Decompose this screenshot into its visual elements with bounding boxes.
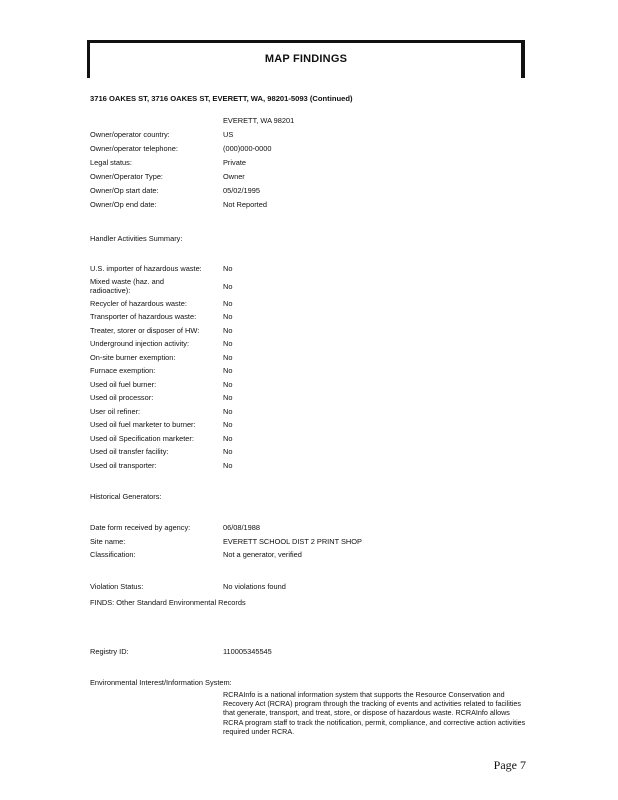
handler-row-value: No	[223, 353, 233, 362]
handler-row-label: Recycler of hazardous waste:	[90, 299, 187, 308]
owner-row-label: Owner/Op start date:	[90, 186, 159, 195]
owner-row-label: Owner/Op end date:	[90, 200, 157, 209]
violation-label: Violation Status:	[90, 582, 144, 591]
owner-row-value: Owner	[223, 172, 245, 181]
historical-row-label: Date form received by agency:	[90, 523, 191, 532]
handler-row-label: On-site burner exemption:	[90, 353, 176, 362]
handler-section-title: Handler Activities Summary:	[90, 234, 183, 243]
owner-row-value: Not Reported	[223, 200, 267, 209]
handler-row-value: No	[223, 380, 233, 389]
handler-row-value: No	[223, 434, 233, 443]
historical-row-value: Not a generator, verified	[223, 550, 302, 559]
handler-row-value: No	[223, 447, 233, 456]
finds-title: FINDS: Other Standard Environmental Records	[90, 598, 246, 607]
handler-row-label: Treater, storer or disposer of HW:	[90, 326, 200, 335]
historical-row-value: 06/08/1988	[223, 523, 260, 532]
handler-row-label: Used oil fuel burner:	[90, 380, 157, 389]
registry-value: 110005345545	[223, 647, 272, 656]
handler-row-value: No	[223, 312, 233, 321]
owner-row-value: US	[223, 130, 234, 139]
handler-row-label: Used oil transporter:	[90, 461, 157, 470]
owner-row-value: Private	[223, 158, 247, 167]
handler-row-label: Used oil Specification marketer:	[90, 434, 194, 443]
handler-row-value: No	[223, 299, 233, 308]
handler-row-value: No	[223, 366, 233, 375]
violation-value: No violations found	[223, 582, 286, 591]
handler-row-value: No	[223, 282, 233, 291]
env-description: RCRAInfo is a national information system that supports the Resource Conservation and Recovery Act (RCRA) program through the tracking of events and activities related to facilities that generate, transport, and treat, store, or dispose of hazardous waste. RCRAInfo allows RCRA program staff to track the notification, permit, compliance, and corrective action activities required under RCRA.	[223, 690, 526, 736]
owner-row-value: 05/02/1995	[223, 186, 260, 195]
owner-row-value: (000)000-0000	[223, 144, 272, 153]
registry-label: Registry ID:	[90, 647, 129, 656]
historical-section-title: Historical Generators:	[90, 492, 162, 501]
handler-row-label: Furnace exemption:	[90, 366, 156, 375]
handler-row-value: No	[223, 420, 233, 429]
page-title: MAP FINDINGS	[264, 53, 348, 65]
handler-row-label: Underground injection activity:	[90, 339, 190, 348]
handler-row-label: Used oil processor:	[90, 393, 154, 402]
handler-row-label: User oil refiner:	[90, 407, 141, 416]
handler-row-value: No	[223, 407, 233, 416]
handler-row-value: No	[223, 264, 233, 273]
historical-row-label: Site name:	[90, 537, 126, 546]
owner-row-label: Owner/Operator Type:	[90, 172, 163, 181]
site-address: 3716 OAKES ST, 3716 OAKES ST, EVERETT, WA, 98201-5093 (Continued)	[90, 94, 353, 103]
historical-row-value: EVERETT SCHOOL DIST 2 PRINT SHOP	[223, 537, 362, 546]
handler-row-label: Transporter of hazardous waste:	[90, 312, 197, 321]
owner-city-line: EVERETT, WA 98201	[223, 116, 295, 125]
handler-row-value: No	[223, 339, 233, 348]
owner-row-label: Owner/operator telephone:	[90, 144, 178, 153]
owner-row-label: Owner/operator country:	[90, 130, 170, 139]
handler-row-value: No	[223, 461, 233, 470]
historical-row-label: Classification:	[90, 550, 136, 559]
handler-row-value: No	[223, 393, 233, 402]
env-system-title: Environmental Interest/Information System:	[90, 678, 232, 687]
handler-row-label: U.S. importer of hazardous waste:	[90, 264, 202, 273]
handler-row-value: No	[223, 326, 233, 335]
handler-row-label: Mixed waste (haz. and radioactive):	[90, 277, 164, 295]
owner-row-label: Legal status:	[90, 158, 132, 167]
handler-row-label: Used oil fuel marketer to burner:	[90, 420, 196, 429]
page-number: Page 7	[493, 758, 526, 772]
handler-row-label: Used oil transfer facility:	[90, 447, 169, 456]
